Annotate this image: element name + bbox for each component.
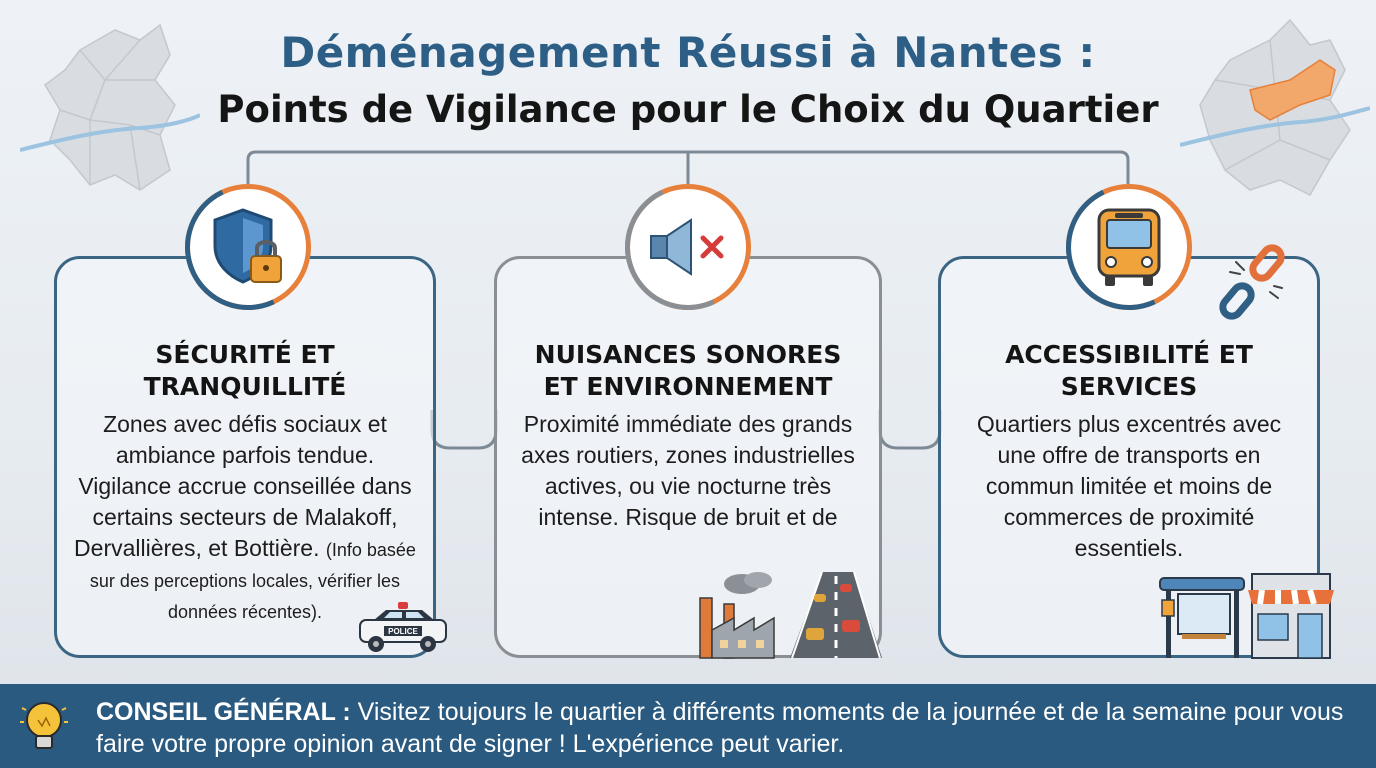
- page-subtitle: Points de Vigilance pour le Choix du Quartier: [217, 88, 1159, 131]
- lightbulb-icon: [18, 698, 70, 758]
- footer-tip: [0, 684, 1376, 768]
- card-description: [957, 409, 1301, 564]
- police-label: POLICE: [388, 627, 418, 636]
- card-title-line2: SERVICES: [1060, 372, 1198, 401]
- icon-circle-accessibility: [1066, 184, 1192, 310]
- card-text: Proximité immédiate des grands axes routiers, zones industrielles actives, ou vie nocturne très intense. Risque de bruit et de: [521, 411, 855, 530]
- broken-chain-icon: [1212, 240, 1298, 326]
- card-title-line1: ACCESSIBILITÉ ET: [1005, 340, 1253, 369]
- card-title-line1: NUISANCES SONORES: [534, 340, 842, 369]
- icon-circle-security: [185, 184, 311, 310]
- footer-label: CONSEIL GÉNÉRAL :: [96, 698, 351, 726]
- factory-road-icon: [694, 570, 884, 662]
- card-title-line2: TRANQUILLITÉ: [143, 372, 347, 401]
- card-description: [517, 409, 859, 533]
- icon-circle-noise: [625, 184, 751, 310]
- card-title: [941, 339, 1317, 403]
- card-title-line1: SÉCURITÉ ET: [155, 340, 335, 369]
- card-title: [497, 339, 879, 403]
- card-title: [57, 339, 433, 403]
- card-text: Quartiers plus excentrés avec une offre de transports en commun limitée et moins de commerces de proximité essentiels.: [976, 411, 1282, 561]
- card-title-line2: ET ENVIRONNEMENT: [543, 372, 833, 401]
- card-note: (Info basée sur des perceptions locales, vérifier les données récentes).: [89, 540, 416, 622]
- bus-stop-shop-icon: [1158, 570, 1334, 662]
- card-description: [67, 409, 423, 626]
- footer-body: Visitez toujours le quartier à différents moments de la journée et de la semaine pour vous faire votre propre opinion avant de signer ! L'expérience peut varier.: [96, 698, 1344, 758]
- police-car-icon: [356, 598, 450, 662]
- footer-text: [96, 696, 1356, 760]
- page-title: Déménagement Réussi à Nantes :: [280, 28, 1096, 77]
- card-text: Zones avec défis sociaux et ambiance parfois tendue. Vigilance accrue conseillée dans certains secteurs de Malakoff, Dervallières, et Bottière.: [74, 411, 412, 561]
